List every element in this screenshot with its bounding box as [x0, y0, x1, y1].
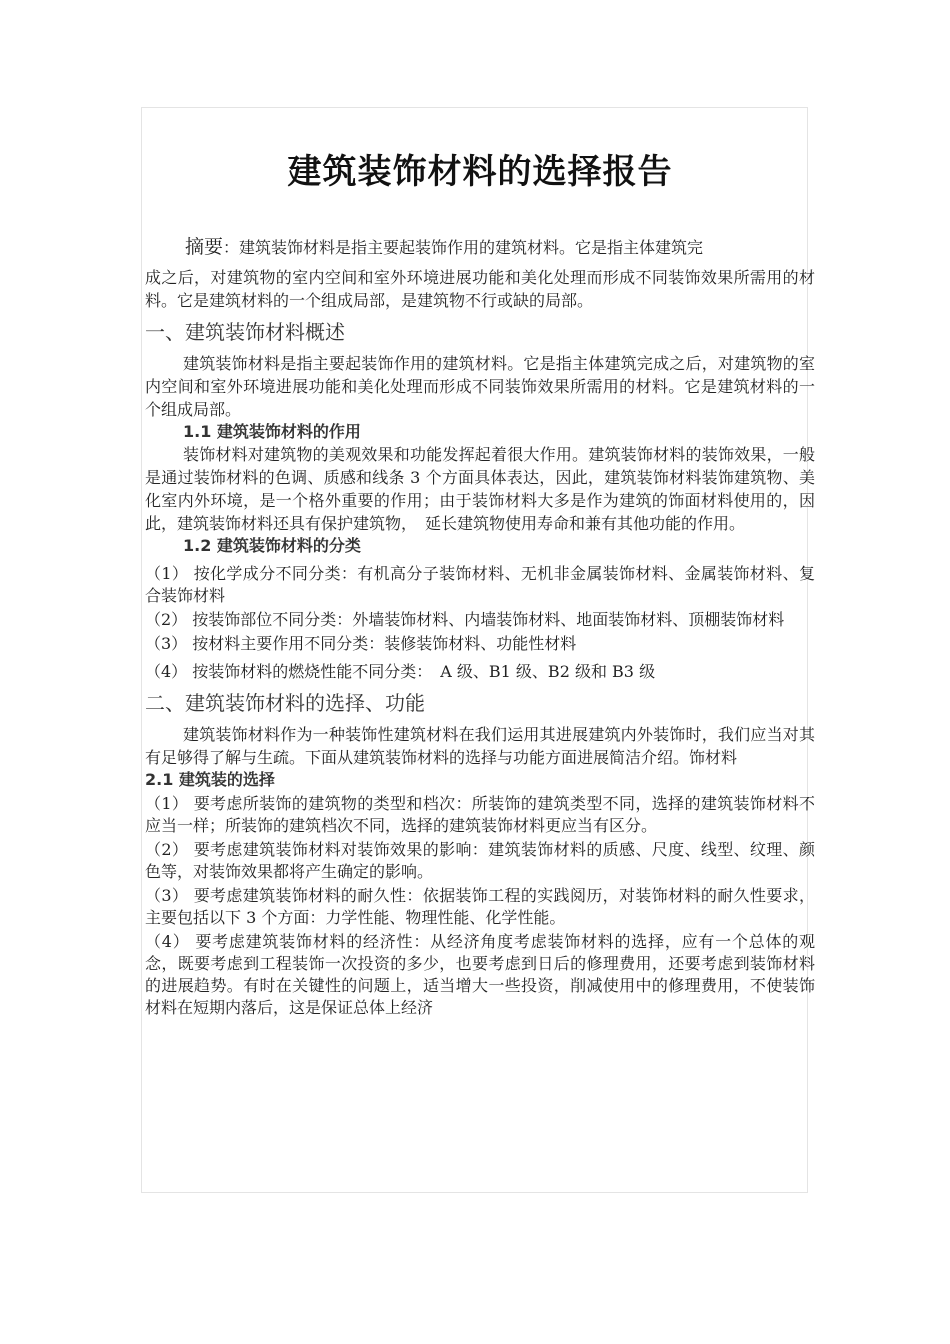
selection-item-2: （2） 要考虑建筑装饰材料对装饰效果的影响：建筑装饰材料的质感、尺度、线型、纹理、颜色等，对装饰效果都将产生确定的影响。 — [145, 840, 815, 881]
section2-heading: 二、建筑装饰材料的选择、功能 — [145, 691, 425, 715]
document-title: 建筑装饰材料的选择报告 — [287, 152, 673, 192]
classification-item-1: （1） 按化学成分不同分类：有机高分子装饰材料、无机非金属装饰材料、金属装饰材料、复合装饰材料 — [145, 564, 815, 605]
abstract-line1: ：建筑装饰材料是指主要起装饰作用的建筑材料。它是指主体建筑完 — [223, 238, 704, 257]
selection-item-4: （4） 要考虑建筑装饰材料的经济性：从经济角度考虑装饰材料的选择，应有一个总体的观念，既要考虑到工程装饰一次投资的多少，也要考虑到日后的修理费用，还要考虑到装饰材料的进展趋势。有时在关键性的问题上，适当增大一些投资，削减使用中的修理费用，不使装饰材料在短期内落后，这是保证总体上经济 — [145, 932, 815, 1017]
abstract-label: 摘要 — [185, 236, 224, 258]
section2-1-heading: 2.1 建筑装的选择 — [145, 770, 275, 789]
abstract — [145, 232, 815, 312]
document-body — [145, 140, 815, 1019]
section1-2-heading: 1.2 建筑装饰材料的分类 — [183, 536, 361, 555]
section1-1-heading: 1.1 建筑装饰材料的作用 — [183, 422, 361, 441]
section1-1-body: 装饰材料对建筑物的美观效果和功能发挥起着很大作用。建筑装饰材料的装饰效果，一般是通过装饰材料的色调、质感和线条 3 个方面具体表达，因此，建筑装饰材料装饰建筑物、美化室内外环境，是一个格外重要的作用；由于装饰材料大多是作为建筑的饰面材料使用的，因此，建筑装饰材料还具有保护建筑物， 延长建筑物使用寿命和兼有其他功能的作用。 — [145, 445, 815, 533]
abstract-first-line — [145, 232, 815, 266]
selection-item-1: （1） 要考虑所装饰的建筑物的类型和档次：所装饰的建筑类型不同，选择的建筑装饰材料不应当一样；所装饰的建筑档次不同，选择的建筑装饰材料更应当有区分。 — [145, 794, 815, 835]
section1-heading: 一、建筑装饰材料概述 — [145, 320, 345, 344]
section2-intro: 建筑装饰材料作为一种装饰性建筑材料在我们运用其进展建筑内外装饰时，我们应当对其有足够得了解与生疏。下面从建筑装饰材料的选择与功能方面进展简洁介绍。饰材料 — [145, 725, 815, 767]
classification-item-3: （3） 按材料主要作用不同分类：装修装饰材料、功能性材料 — [145, 634, 577, 653]
section1-intro: 建筑装饰材料是指主要起装饰作用的建筑材料。它是指主体建筑完成之后，对建筑物的室内空间和室外环境进展功能和美化处理而形成不同装饰效果所需用的材料。它是建筑材料的一个组成局部。 — [145, 354, 815, 419]
classification-item-2: （2） 按装饰部位不同分类：外墙装饰材料、内墙装饰材料、地面装饰材料、顶棚装饰材料 — [145, 610, 785, 629]
classification-item-4: （4） 按装饰材料的燃烧性能不同分类： A 级、B1 级、B2 级和 B3 级 — [145, 662, 656, 681]
abstract-rest: 成之后，对建筑物的室内空间和室外环境进展功能和美化处理而形成不同装饰效果所需用的材料。它是建筑材料的一个组成局部，是建筑物不行或缺的局部。 — [145, 268, 815, 310]
selection-item-3: （3） 要考虑建筑装饰材料的耐久性：依据装饰工程的实践阅历，对装饰材料的耐久性要求，主要包括以下 3 个方面：力学性能、物理性能、化学性能。 — [145, 886, 815, 927]
